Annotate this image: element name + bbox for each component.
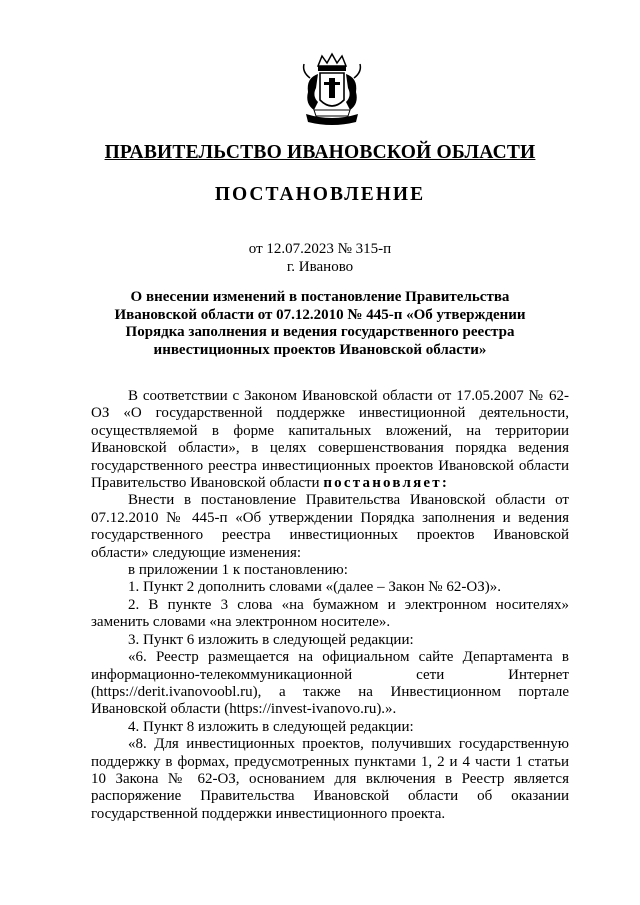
paragraph: Внести в постановление Правительства Ивановской области от 07.12.2010 № 445-п «Об утверждении Порядка заполнения и ведения государственного реестра инвестиционных проектов Ивановской области» следующие изменения: [91,492,569,561]
paragraph: «8. Для инвестиционных проектов, получивших государственную поддержку в формах, предусмотренных пунктами 1, 2 и 4 части 1 статьи 10 Закона № 62-ОЗ, основанием для включения в Реестр является распоряжение Правительства Ивановской области об оказании государственной поддержки инвестиционного проекта. [91,736,569,822]
document-title: О внесении изменений в постановление Правительства Ивановской области от 07.12.2010 № 445-п «Об утверждении Порядка заполнения и ведения государственного реестра инвестиционных проектов Ивановской области» [114,289,526,358]
paragraph: в приложении 1 к постановлению: [128,562,348,579]
paragraph: «6. Реестр размещается на официальном сайте Департамента в информационно-телекоммуникационной сети Интернет (https://derit.ivanovoobl.ru), а также на Инвестиционном портале Ивановской области (https://invest-ivanovo.ru).». [91,649,569,718]
date-block [0,240,640,276]
government-name: ПРАВИТЕЛЬСТВО ИВАНОВСКОЙ ОБЛАСТИ [104,142,536,163]
preamble-paragraph [91,388,569,492]
paragraph: 4. Пункт 8 изложить в следующей редакции: [128,718,414,735]
paragraph: 3. Пункт 6 изложить в следующей редакции: [128,631,414,648]
paragraph: 1. Пункт 2 дополнить словами «(далее – Закон № 62-ОЗ)». [128,579,501,596]
city: г. Иваново [286,259,354,275]
paragraph: 2. В пункте 3 слова «на бумажном и электронном носителях» заменить словами «на электронном носителе». [91,596,569,631]
date-number: от 12.07.2023 № 315-п [248,241,392,257]
document-type: ПОСТАНОВЛЕНИЕ [214,184,426,205]
preamble-text: В соответствии с Законом Ивановской области от 17.05.2007 № 62-ОЗ «О государственной поддержке инвестиционной деятельности, осуществляемой в форме капитальных вложений, на территории Ивановской области», в целях совершенствования порядка ведения государственного реестра инвестиционных проектов Ивановской области Правительство Ивановской области [91,388,569,492]
document-body [91,388,569,823]
resolves-word: постановляет: [323,475,450,492]
coat-of-arms-emblem [296,52,368,130]
